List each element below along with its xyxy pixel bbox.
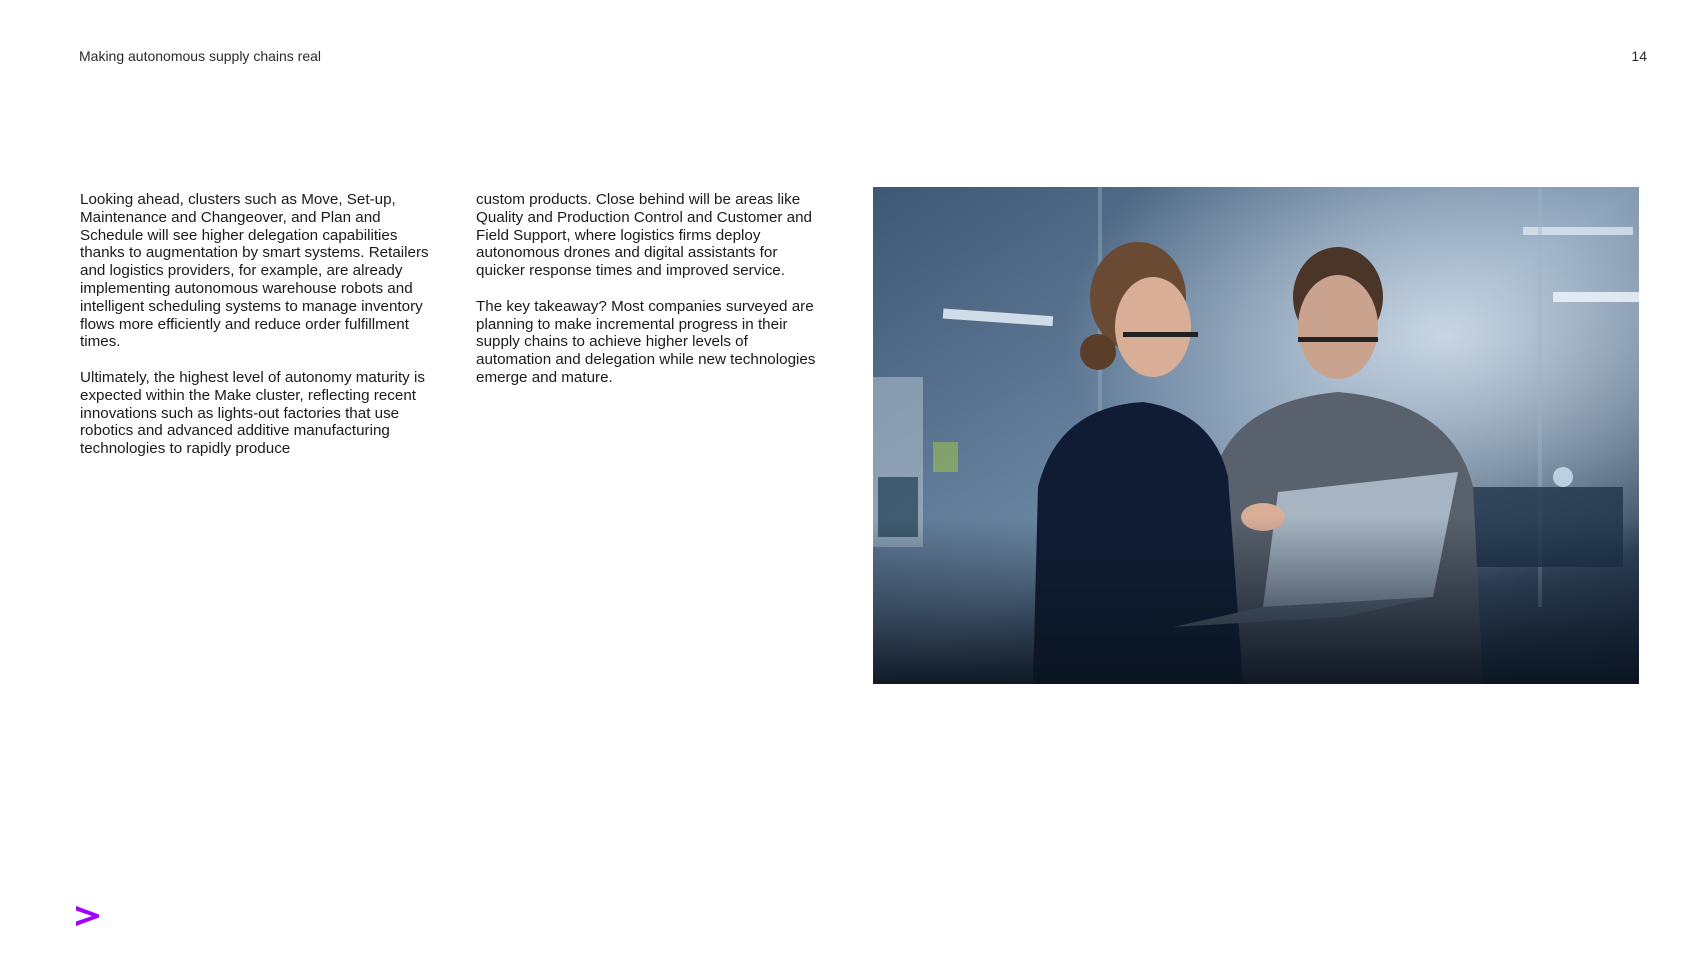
paragraph: custom products. Close behind will be areas like Quality and Production Control and Customer and Field Support, where logistics firms deploy autonomous drones and digital assistants for quicker response times and improved service. <box>476 191 813 280</box>
chevron-right-icon <box>75 905 101 927</box>
two-people-with-laptop-photo <box>873 187 1639 684</box>
running-header: Making autonomous supply chains real <box>79 48 322 64</box>
text-column-2 <box>476 191 816 405</box>
page-number: 14 <box>1631 48 1647 64</box>
paragraph: Ultimately, the highest level of autonomy maturity is expected within the Make cluster, reflecting recent innovations such as lights-out factories that use robotics and advanced additive manufacturing technologies to rapidly produce <box>80 368 425 458</box>
paragraph: Looking ahead, clusters such as Move, Set-up, Maintenance and Changeover, and Plan and Schedule will see higher delegation capabilities thanks to augmentation by smart systems. Retailers and logistics providers, for example, are already implementing autonomous warehouse robots and intelligent scheduling systems to manage inventory flows more efficiently and reduce order fulfillment times. <box>80 191 429 351</box>
text-column-1 <box>80 191 442 476</box>
paragraph: The key takeaway? Most companies surveyed are planning to make incremental progress in their supply chains to achieve higher levels of automation and delegation while new technologies emerge and mature. <box>476 297 816 386</box>
